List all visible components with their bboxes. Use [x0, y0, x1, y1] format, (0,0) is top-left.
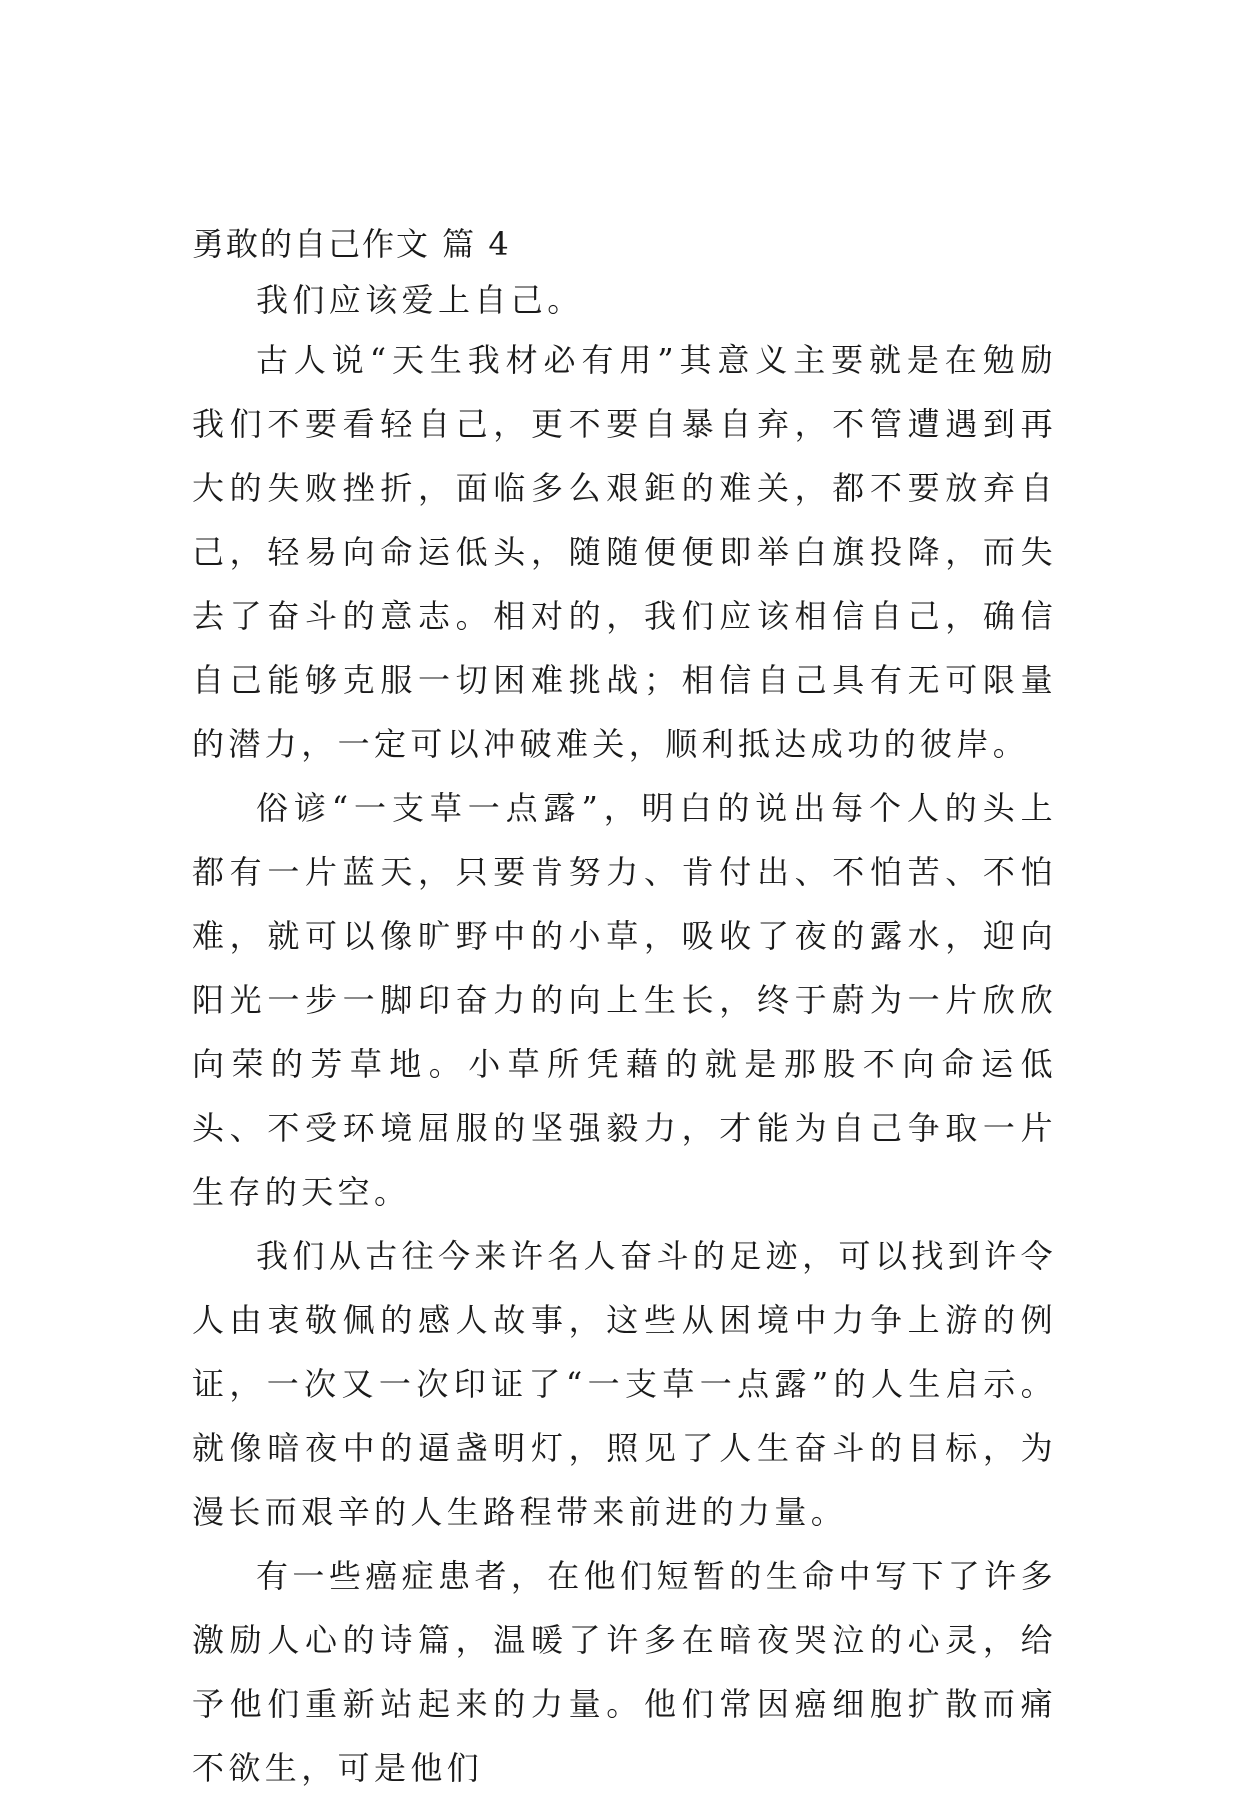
paragraph-4: 我们从古往今来许名人奋斗的足迹，可以找到许令人由衷敬佩的感人故事，这些从困境中力争上游的例证，一次又一次印证了“一支草一点露”的人生启示。就像暗夜中的逼盏明灯，照见了人生奋斗的目标，为漫长而艰辛的人生路程带来前进的力量。: [192, 1237, 1057, 1531]
paragraph-2: 古人说“天生我材必有用”其意义主要就是在勉励我们不要看轻自己，更不要自暴自弃，不管遭遇到再大的失败挫折，面临多么艰鉅的难关，都不要放弃自己，轻易向命运低头，随随便便即举白旗投降，而失去了奋斗的意志。相对的，我们应该相信自己，确信自己能够克服一切困难挑战；相信自己具有无可限量的潜力，一定可以冲破难关，顺利抵达成功的彼岸。: [192, 341, 1057, 763]
essay-title: 勇敢的自己作文 篇 4: [192, 225, 511, 263]
essay-body: [192, 216, 1057, 1800]
paragraph-1: 我们应该爱上自己。: [256, 281, 584, 319]
paragraph-3: 俗谚“一支草一点露”，明白的说出每个人的头上都有一片蓝天，只要肯努力、肯付出、不怕苦、不怕难，就可以像旷野中的小草，吸收了夜的露水，迎向阳光一步一脚印奋力的向上生长，终于蔚为一片欣欣向荣的芳草地。小草所凭藉的就是那股不向命运低头、不受环境屈服的坚强毅力，才能为自己争取一片生存的天空。: [192, 789, 1057, 1211]
paragraph-5: 有一些癌症患者，在他们短暂的生命中写下了许多激励人心的诗篇，温暖了许多在暗夜哭泣的心灵，给予他们重新站起来的力量。他们常因癌细胞扩散而痛不欲生，可是他们: [192, 1557, 1057, 1787]
